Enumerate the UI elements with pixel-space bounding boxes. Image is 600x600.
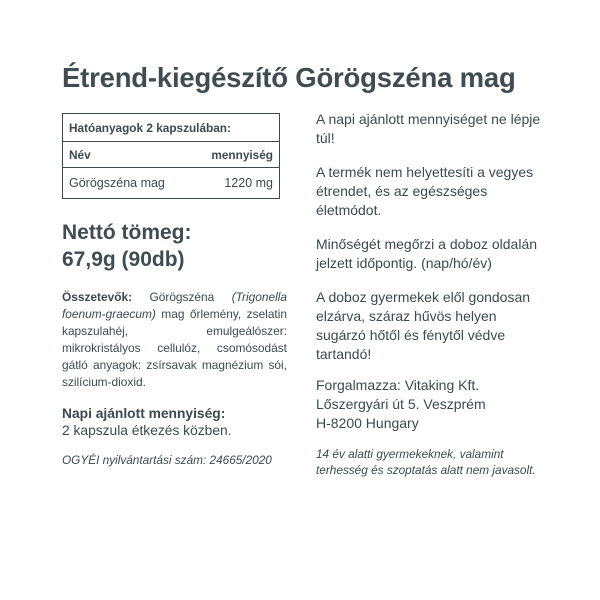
left-column — [62, 113, 287, 468]
ingredients-text — [62, 289, 287, 391]
children-pregnancy-warning: 14 év alatti gyermekeknek, valamint terhesség és szoptatás alatt nem javasolt. — [316, 447, 536, 477]
distributor-country: H-8200 Hungary — [316, 415, 419, 431]
ingredient-name: Görögszéna mag — [69, 176, 165, 190]
distributor — [316, 376, 548, 433]
ingredient-amount: 1220 mg — [224, 176, 273, 190]
column-name-header: Név — [63, 142, 192, 168]
table-row — [63, 168, 280, 199]
daily-dose-text: 2 kapszula étkezés közben. — [62, 423, 232, 438]
ingredients-label: Összetevők: — [62, 290, 133, 304]
ingredients-part-a: Görögszéna — [132, 290, 232, 304]
product-title: Étrend-kiegészítő Görögszéna mag — [62, 62, 516, 93]
storage-notice: A doboz gyermekek elől gondosan elzárva, száraz hűvös helyen sugárzó hőtől és fénytől védve tartandó! — [316, 289, 531, 362]
distributor-name: Forgalmazza: Vitaking Kft. — [316, 377, 480, 393]
net-weight-value: 67,9g (90db) — [62, 248, 185, 271]
latin-name: (Trigonella foenum-graecum) — [62, 290, 287, 321]
right-column — [316, 110, 548, 478]
ingredients-part-b: mag őrlemény, zselatin kapszulahéj, emulgeálószer: mikrokristályos cellulóz, csomósodást gátló anyagok: zsírsavak magnézium sói, szilícium-dioxid. — [62, 307, 287, 389]
table-header: Hatóanyagok 2 kapszulában: — [63, 114, 280, 142]
column-amount-header: mennyiség — [191, 142, 279, 168]
net-weight — [62, 219, 287, 273]
active-ingredients-table — [62, 113, 280, 199]
daily-dose-label: Napi ajánlott mennyiség: — [62, 406, 226, 421]
dose-warning: A napi ajánlott mennyiséget ne lépje túl! — [316, 111, 541, 146]
distributor-street: Lőszergyári út 5. Veszprém — [316, 396, 486, 412]
diet-notice: A termék nem helyettesíti a vegyes étrendet, és az egészséges életmódot. — [316, 164, 534, 218]
registration-number: OGYÉI nyilvántartási szám: 24665/2020 — [62, 453, 272, 467]
shelf-life-notice: Minőségét megőrzi a doboz oldalán jelzett időpontig. (nap/hó/év) — [316, 236, 538, 271]
net-weight-label: Nettó tömeg: — [62, 221, 192, 244]
